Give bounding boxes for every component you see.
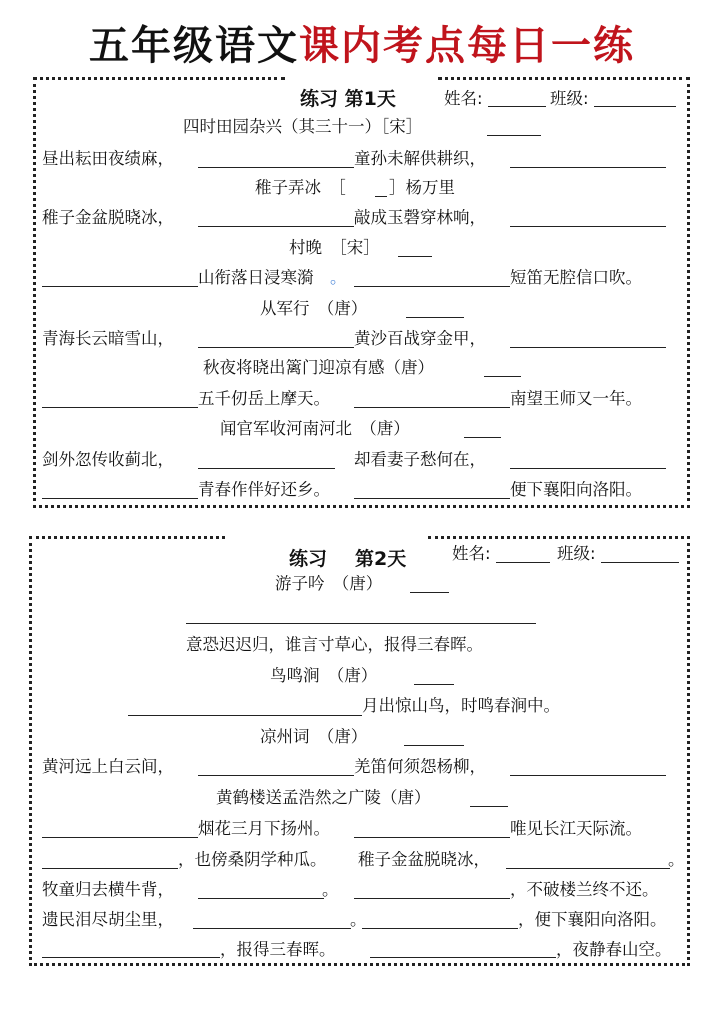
day1-practice-title: 练习 第1天 — [300, 88, 396, 110]
poem-title: 村晚 ［宋］ — [289, 238, 380, 257]
poem-title: ］杨万里 — [389, 178, 455, 197]
answer-blank[interactable] — [198, 226, 354, 227]
poem-title: 鸟鸣涧 （唐） — [270, 666, 378, 685]
poem-line: 却看妻子愁何在， — [354, 450, 486, 469]
poem-line: 青春作伴好还乡。 — [198, 480, 330, 499]
answer-blank[interactable] — [42, 957, 220, 958]
author-blank[interactable] — [470, 806, 508, 807]
title-black: 五年级语文 — [89, 23, 299, 69]
answer-blank[interactable] — [186, 623, 536, 624]
poem-title: 秋夜将晓出篱门迎凉有感（唐） — [203, 358, 434, 377]
poem-line: 烟花三月下扬州。 — [198, 819, 330, 838]
answer-blank[interactable] — [42, 837, 198, 838]
day2-practice-title: 练习 — [289, 548, 328, 570]
answer-blank[interactable] — [354, 407, 510, 408]
poem-title: 稚子弄冰 ［ — [255, 178, 346, 197]
poem-line: 剑外忽传收蓟北， — [42, 450, 174, 469]
poem-line: 牧童归去横牛背， — [42, 880, 174, 899]
day2-class-field[interactable] — [601, 562, 679, 563]
poem-line: 青海长云暗雪山， — [42, 329, 174, 348]
answer-blank[interactable] — [198, 775, 354, 776]
poem-line: ，不破楼兰终不还。 — [510, 880, 659, 899]
poem-line: ，报得三春晖。 — [220, 940, 336, 959]
day2-name-field[interactable] — [496, 562, 550, 563]
poem-line: 意恐迟迟归，谁言寸草心，报得三春晖。 — [186, 635, 483, 654]
author-blank[interactable] — [410, 592, 449, 593]
answer-blank[interactable] — [198, 468, 335, 469]
poem-line: 短笛无腔信口吹。 — [510, 268, 642, 287]
poem-title: 闻官军收河南河北 （唐） — [220, 419, 410, 438]
answer-blank[interactable] — [128, 715, 362, 716]
poem-line: 黄河远上白云间， — [42, 757, 174, 776]
answer-blank[interactable] — [42, 407, 198, 408]
answer-blank[interactable] — [354, 837, 510, 838]
author-blank[interactable] — [398, 256, 432, 257]
answer-blank[interactable] — [198, 167, 354, 168]
poem-line: 五千仞岳上摩天。 — [198, 389, 330, 408]
dynasty-blank[interactable] — [375, 196, 387, 197]
poem-line: ，便下襄阳向洛阳。 — [518, 910, 667, 929]
answer-blank[interactable] — [354, 498, 510, 499]
punctuation: 。 — [322, 880, 339, 899]
author-blank[interactable] — [414, 684, 454, 685]
poem-line: 唯见长江天际流。 — [510, 819, 642, 838]
author-blank[interactable] — [464, 437, 501, 438]
poem-line: 稚子金盆脱晓冰， — [358, 850, 490, 869]
day1-name-label: 姓名: — [444, 89, 483, 108]
answer-blank[interactable] — [354, 286, 510, 287]
day1-box — [33, 77, 690, 508]
punctuation: 。 — [330, 268, 347, 287]
poem-line: 稚子金盆脱晓冰， — [42, 208, 174, 227]
punctuation: 。 — [350, 910, 367, 929]
author-blank[interactable] — [406, 317, 464, 318]
answer-blank[interactable] — [42, 286, 198, 287]
day2-box — [29, 536, 690, 966]
poem-line: 山衔落日浸寒漪 — [198, 268, 314, 287]
poem-line: 月出惊山鸟，时鸣春涧中。 — [362, 696, 560, 715]
poem-title: 从军行 （唐） — [260, 299, 368, 318]
author-blank[interactable] — [404, 745, 464, 746]
day1-class-field[interactable] — [594, 106, 676, 107]
poem-title: 四时田园杂兴（其三十一）［宋］ — [183, 117, 423, 136]
poem-line: 昼出耘田夜绩麻， — [42, 149, 174, 168]
poem-line: 遗民泪尽胡尘里， — [42, 910, 174, 929]
author-blank[interactable] — [484, 376, 521, 377]
answer-blank[interactable] — [198, 347, 354, 348]
answer-blank[interactable] — [198, 898, 324, 899]
day1-name-field[interactable] — [488, 106, 546, 107]
answer-blank[interactable] — [354, 898, 510, 899]
poem-line: ，也傍桑阴学种瓜。 — [178, 850, 327, 869]
day2-day-title: 第2天 — [355, 548, 407, 570]
answer-blank[interactable] — [370, 957, 556, 958]
answer-blank[interactable] — [510, 347, 666, 348]
answer-blank[interactable] — [362, 928, 518, 929]
answer-blank[interactable] — [506, 868, 670, 869]
answer-blank[interactable] — [42, 498, 198, 499]
day2-class-label: 班级: — [557, 544, 596, 563]
poem-line: 便下襄阳向洛阳。 — [510, 480, 642, 499]
title-red: 课内考点每日一练 — [299, 23, 635, 69]
answer-blank[interactable] — [510, 167, 666, 168]
poem-line: 南望王师又一年。 — [510, 389, 642, 408]
poem-title: 游子吟 （唐） — [275, 574, 383, 593]
author-blank[interactable] — [487, 135, 541, 136]
answer-blank[interactable] — [510, 775, 666, 776]
poem-line: 羌笛何须怨杨柳， — [354, 757, 486, 776]
day2-name-label: 姓名: — [452, 544, 491, 563]
poem-title: 凉州词 （唐） — [260, 727, 368, 746]
answer-blank[interactable] — [193, 928, 351, 929]
poem-title: 黄鹤楼送孟浩然之广陵（唐） — [216, 788, 431, 807]
poem-line: 黄沙百战穿金甲， — [354, 329, 486, 348]
answer-blank[interactable] — [510, 468, 666, 469]
punctuation: 。 — [668, 850, 685, 869]
answer-blank[interactable] — [42, 868, 178, 869]
day1-class-label: 班级: — [550, 89, 589, 108]
poem-line: 童孙未解供耕织， — [354, 149, 486, 168]
answer-blank[interactable] — [510, 226, 666, 227]
page-title — [0, 18, 724, 74]
poem-line: 敲成玉磬穿林响， — [354, 208, 486, 227]
poem-line: ，夜静春山空。 — [556, 940, 672, 959]
